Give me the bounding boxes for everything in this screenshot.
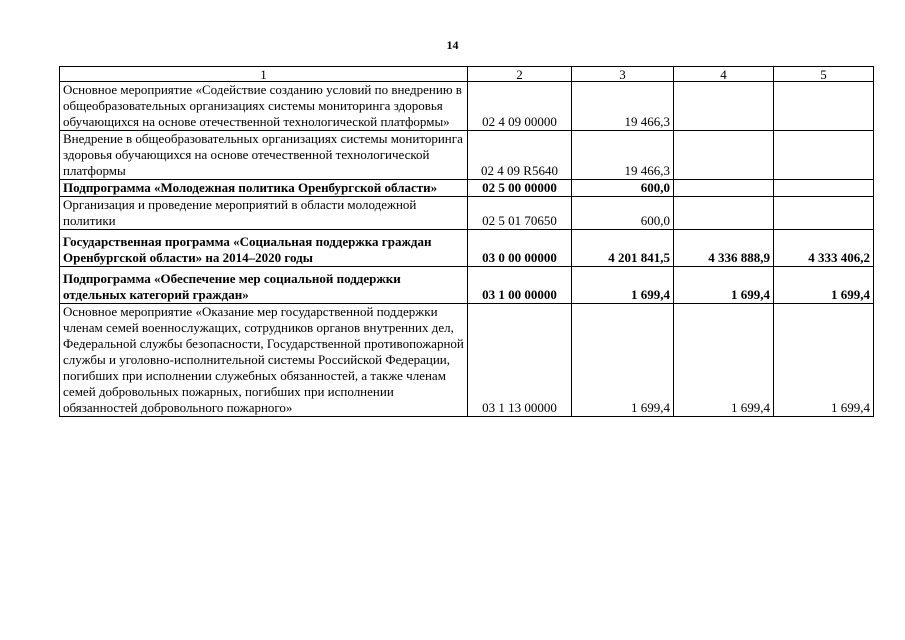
row-value-col4: 1 699,4 (674, 267, 774, 304)
row-value-col4 (674, 82, 774, 131)
row-value-col5 (774, 197, 874, 230)
row-description: Внедрение в общеобразовательных организациях системы мониторинга здоровья обучающихся на основе отечественной технологической платформы (60, 131, 468, 180)
table-row (60, 82, 874, 131)
row-value-col4 (674, 131, 774, 180)
row-code: 02 5 01 70650 (468, 197, 572, 230)
row-value-col4 (674, 180, 774, 197)
table-row (60, 230, 874, 267)
row-value-col3: 19 466,3 (572, 131, 674, 180)
row-value-col5: 4 333 406,2 (774, 230, 874, 267)
row-value-col5 (774, 82, 874, 131)
row-value-col3: 600,0 (572, 180, 674, 197)
row-code: 03 1 13 00000 (468, 304, 572, 417)
row-code: 02 4 09 R5640 (468, 131, 572, 180)
table-row (60, 180, 874, 197)
row-value-col5: 1 699,4 (774, 267, 874, 304)
row-value-col3: 600,0 (572, 197, 674, 230)
row-value-col3: 1 699,4 (572, 304, 674, 417)
table-row (60, 131, 874, 180)
row-description: Подпрограмма «Молодежная политика Оренбургской области» (60, 180, 468, 197)
table-row (60, 197, 874, 230)
column-header-2: 2 (468, 67, 572, 82)
row-value-col4: 1 699,4 (674, 304, 774, 417)
row-code: 03 1 00 00000 (468, 267, 572, 304)
row-description: Основное мероприятие «Оказание мер государственной поддержки членам семей военнослужащих, сотрудников органов внутренних дел, Федеральной службы безопасности, Государственной противопожарной службы и уголовно-исполнительной системы Российской Федерации, погибших при исполнении служебных обязанностей, а также членам семей добровольных пожарных, погибших при исполнении обязанностей добровольного пожарного» (60, 304, 468, 417)
column-header-3: 3 (572, 67, 674, 82)
column-header-4: 4 (674, 67, 774, 82)
row-value-col5 (774, 131, 874, 180)
row-value-col4: 4 336 888,9 (674, 230, 774, 267)
row-code: 02 5 00 00000 (468, 180, 572, 197)
row-value-col5 (774, 180, 874, 197)
column-header-1: 1 (60, 67, 468, 82)
row-description: Подпрограмма «Обеспечение мер социальной поддержки отдельных категорий граждан» (60, 267, 468, 304)
column-header-5: 5 (774, 67, 874, 82)
row-value-col3: 1 699,4 (572, 267, 674, 304)
row-description: Государственная программа «Социальная поддержка граждан Оренбургской области» на 2014–2020 годы (60, 230, 468, 267)
table-header-row (60, 67, 874, 82)
table-row (60, 304, 874, 417)
row-value-col3: 4 201 841,5 (572, 230, 674, 267)
budget-table (59, 66, 874, 417)
row-code: 03 0 00 00000 (468, 230, 572, 267)
row-description: Основное мероприятие «Содействие созданию условий по внедрению в общеобразовательных организациях системы мониторинга здоровья обучающихся на основе отечественной технологической платформы» (60, 82, 468, 131)
row-description: Организация и проведение мероприятий в области молодежной политики (60, 197, 468, 230)
row-value-col3: 19 466,3 (572, 82, 674, 131)
row-value-col5: 1 699,4 (774, 304, 874, 417)
row-value-col4 (674, 197, 774, 230)
page-number: 14 (446, 38, 459, 52)
table-row (60, 267, 874, 304)
row-code: 02 4 09 00000 (468, 82, 572, 131)
